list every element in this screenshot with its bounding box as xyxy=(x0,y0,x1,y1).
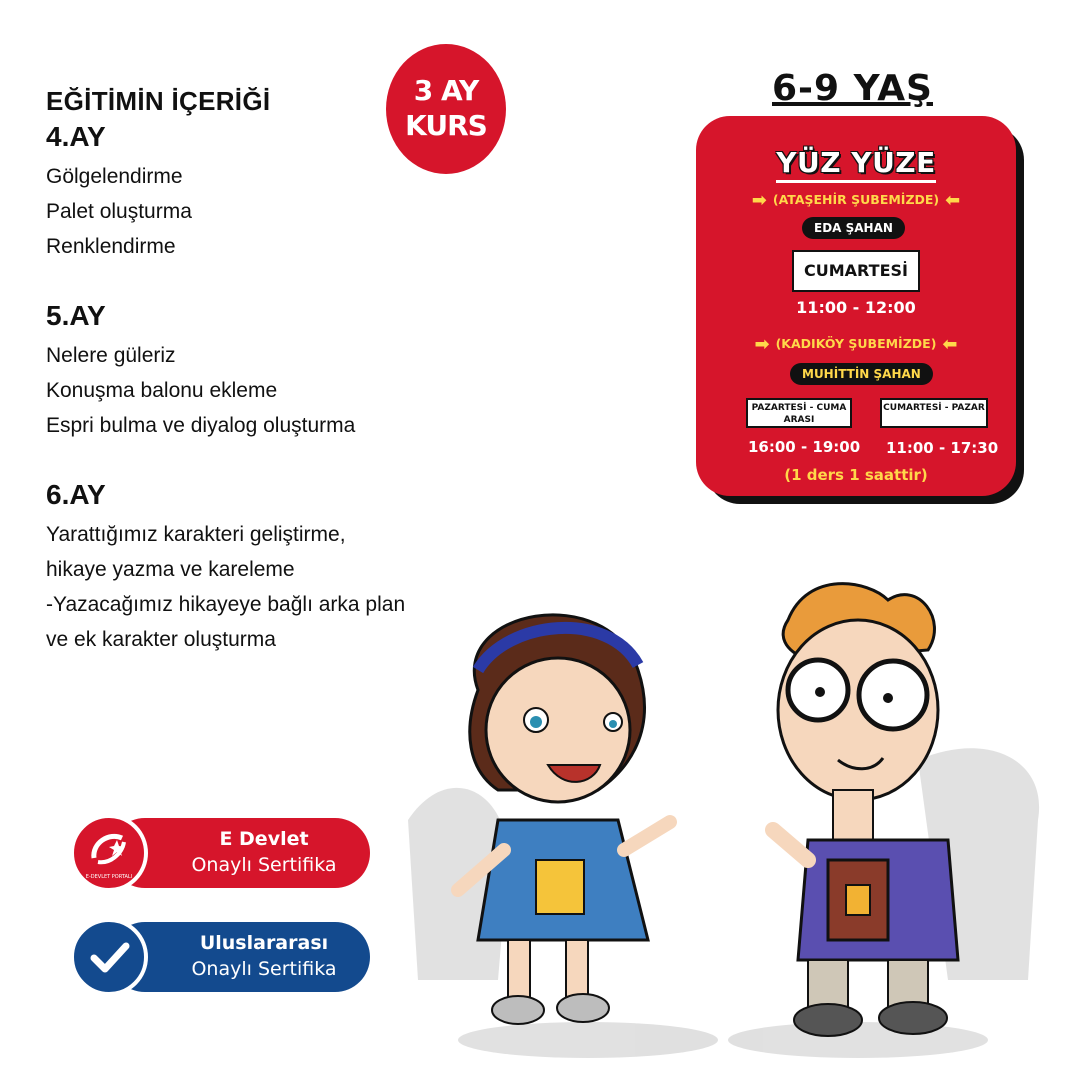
arrow-right-icon: ➡ xyxy=(751,190,767,211)
lesson-duration-note: (1 ders 1 saattir) xyxy=(784,466,928,484)
list-item: Nelere güleriz xyxy=(46,344,176,367)
month-heading: 4.AY xyxy=(46,121,106,152)
certificate-subtitle: Onaylı Sertifika xyxy=(191,854,337,876)
badge-line-2: KURS xyxy=(405,109,487,142)
month-heading: 5.AY xyxy=(46,300,106,331)
list-item: ve ek karakter oluşturma xyxy=(46,628,276,651)
e-devlet-certificate-badge xyxy=(70,818,370,888)
list-item: Yarattığımız karakteri geliştirme, xyxy=(46,523,346,546)
certificate-subtitle: Onaylı Sertifika xyxy=(191,958,337,980)
schedule-card xyxy=(696,116,1016,496)
curriculum-title: EĞİTİMİN İÇERİĞİ xyxy=(46,86,271,116)
list-item: hikaye yazma ve kareleme xyxy=(46,558,295,581)
schedule-title-text: YÜZ YÜZE xyxy=(776,146,936,183)
badge-line-1: 3 AY xyxy=(413,74,479,107)
branch-ataşehir-label xyxy=(696,190,1016,211)
day-box: CUMARTESİ - PAZAR xyxy=(880,398,988,428)
day-box: CUMARTESİ xyxy=(792,250,920,292)
list-item: Konuşma balonu ekleme xyxy=(46,379,278,402)
age-group-title: 6-9 YAŞ xyxy=(772,68,933,109)
arrow-left-icon: ⬅ xyxy=(945,190,961,211)
arrow-left-icon: ⬅ xyxy=(942,334,958,355)
list-item: Palet oluşturma xyxy=(46,200,192,223)
time-range: 11:00 - 17:30 xyxy=(886,439,999,457)
certificate-title: E Devlet xyxy=(219,828,309,850)
branch-kadikoy-label xyxy=(696,334,1016,355)
list-item: Espri bulma ve diyalog oluşturma xyxy=(46,414,356,437)
day-box: PAZARTESİ - CUMA ARASI xyxy=(746,398,852,428)
checkmark-graphic xyxy=(74,922,144,992)
course-duration-badge xyxy=(386,44,506,174)
time-range: 11:00 - 12:00 xyxy=(796,298,916,317)
cartoon-children-illustration xyxy=(388,560,1080,1080)
schedule-title xyxy=(696,146,1016,179)
month-heading: 6.AY xyxy=(46,479,106,510)
teacher-badge: MUHİTTİN ŞAHAN xyxy=(790,363,933,385)
branch-name: (KADIKÖY ŞUBEMİZDE) xyxy=(775,336,937,351)
list-item: -Yazacağımız hikayeye bağlı arka plan xyxy=(46,593,406,616)
checkmark-icon xyxy=(70,918,148,996)
teacher-badge: EDA ŞAHAN xyxy=(802,217,905,239)
arrow-right-icon: ➡ xyxy=(754,334,770,355)
time-range: 16:00 - 19:00 xyxy=(748,438,861,456)
list-item: Gölgelendirme xyxy=(46,165,183,188)
e-devlet-logo-graphic xyxy=(74,818,144,888)
e-devlet-logo-icon xyxy=(70,814,148,892)
international-certificate-badge xyxy=(70,922,370,992)
e-devlet-logo-text: E-DEVLET PORTALI xyxy=(85,874,133,880)
branch-name: (ATAŞEHİR ŞUBEMİZDE) xyxy=(772,192,940,207)
month-5 xyxy=(46,300,486,443)
certificate-title: Uluslararası xyxy=(199,932,329,954)
list-item: Renklendirme xyxy=(46,235,176,258)
